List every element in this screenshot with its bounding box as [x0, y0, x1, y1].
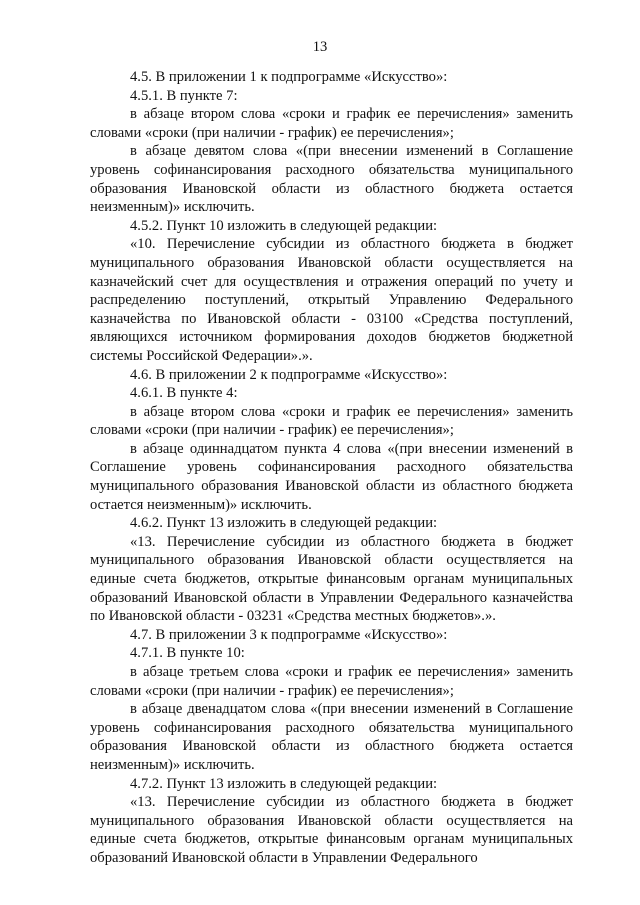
- paragraph-4-6-heading: 4.6. В приложении 2 к подпрограмме «Искусство»:: [130, 366, 448, 383]
- paragraph-4-5-1-abzac-2: в абзаце втором слова «сроки и график ее перечисления» заменить словами «сроки (при наличии - график) ее перечисления»;: [90, 106, 573, 141]
- page-number: 13: [312, 39, 328, 55]
- paragraph-4-5-1-abzac-9: в абзаце девятом слова «(при внесении изменений в Соглашение уровень софинансирования расходного обязательства муниципального образования Ивановской области из областного бюджета остается неизменным)» исключить.: [90, 143, 573, 216]
- paragraph-point-10-text: «10. Перечисление субсидии из областного бюджета в бюджет муниципального образования Ивановской области осуществляется на казначейский счет для осуществления и отражения операций по учету и распределению поступлений, открытый Управлению Федерального казначейства по Ивановской области - 03100 «Средства поступлений, являющихся источником формирования доходов бюджетов бюджетной системы Российской Федерации».».: [90, 236, 573, 364]
- paragraph-point-13-text-a: «13. Перечисление субсидии из областного бюджета в бюджет муниципального образования Ивановской области осуществляется на единые счета бюджетов, открытые финансовым органам муниципальных образований Ивановской области в Управлении Федерального казначейства по Ивановской области - 03231 «Средства местных бюджетов».».: [90, 533, 573, 625]
- paragraph-point-13-text-b: «13. Перечисление субсидии из областного бюджета в бюджет муниципального образования Ивановской области осуществляется на единые счета бюджетов, открытые финансовым органам муниципальных образований Ивановской области в Управлении Федерального: [90, 794, 573, 866]
- document-body: [90, 68, 573, 868]
- paragraph-4-7-1-abzac-12: в абзаце двенадцатом слова «(при внесении изменений в Соглашение уровень софинансирования расходного обязательства муниципального образования Ивановской области из областного бюджета остается неизменным)» исключить.: [90, 701, 573, 773]
- paragraph-4-5-heading: 4.5. В приложении 1 к подпрограмме «Искусство»:: [130, 69, 448, 85]
- paragraph-4-6-1-abzac-2: в абзаце втором слова «сроки и график ее перечисления» заменить словами «сроки (при наличии - график) ее перечисления»;: [90, 403, 573, 439]
- paragraph-4-6-1-abzac-11: в абзаце одиннадцатом пункта 4 слова «(при внесении изменений в Соглашение уровень софинансирования расходного обязательства муниципального образования Ивановской области из областного бюджета остается неизменным)» исключить.: [90, 440, 573, 513]
- paragraph-4-7-heading: 4.7. В приложении 3 к подпрограмме «Искусство»:: [130, 626, 448, 643]
- paragraph-4-6-2-heading: 4.6.2. Пункт 13 изложить в следующей редакции:: [130, 515, 438, 532]
- paragraph-4-7-1-heading: 4.7.1. В пункте 10:: [130, 645, 245, 662]
- paragraph-4-5-2-heading: 4.5.2. Пункт 10 изложить в следующей редакции:: [130, 217, 438, 234]
- paragraph-4-7-2-heading: 4.7.2. Пункт 13 изложить в следующей редакции:: [130, 775, 438, 792]
- paragraph-4-7-1-abzac-3: в абзаце третьем слова «сроки и график ее перечисления» заменить словами «сроки (при наличии - график) ее перечисления»;: [90, 664, 573, 699]
- paragraph-4-5-1-heading: 4.5.1. В пункте 7:: [130, 87, 238, 104]
- paragraph-4-6-1-heading: 4.6.1. В пункте 4:: [130, 385, 238, 402]
